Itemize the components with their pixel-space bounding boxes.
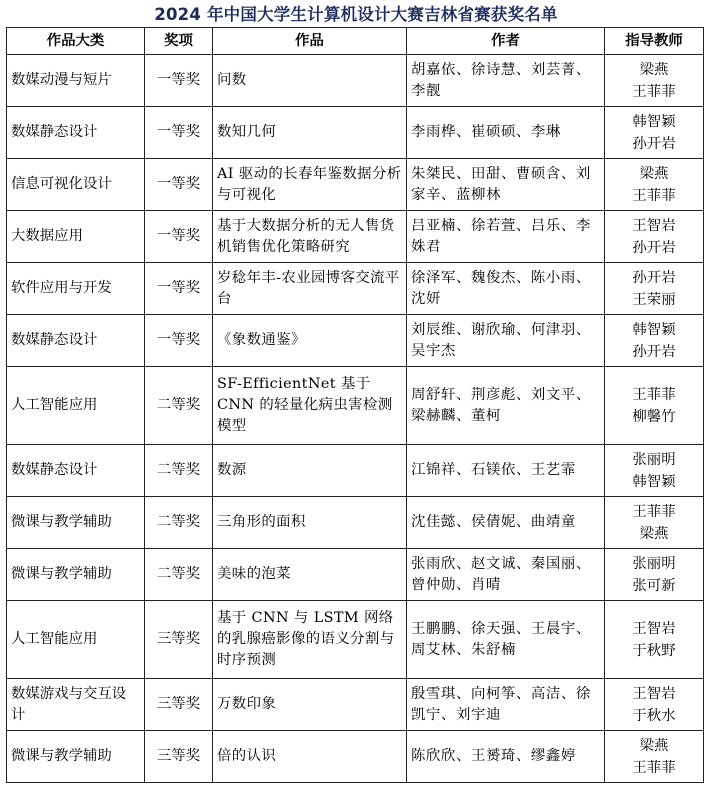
category-cell: 数媒静态设计 <box>7 107 145 159</box>
award-cell: 一等奖 <box>145 315 213 367</box>
authors-cell: 徐泽军、魏俊杰、陈小雨、沈妍 <box>407 263 605 315</box>
advisor-name: 孙开岩 <box>632 135 676 152</box>
advisors-cell <box>605 107 704 159</box>
work-cell: 数知几何 <box>213 107 407 159</box>
advisor-name: 王菲菲 <box>632 503 676 520</box>
authors-cell: 沈佳懿、侯倩妮、曲靖童 <box>407 497 605 549</box>
award-cell: 三等奖 <box>145 601 213 679</box>
advisors-cell <box>605 367 704 445</box>
table-row <box>7 601 704 679</box>
table-row <box>7 159 704 211</box>
table-row <box>7 679 704 731</box>
category-cell: 微课与教学辅助 <box>7 549 145 601</box>
advisors-cell <box>605 497 704 549</box>
award-table <box>6 27 704 783</box>
advisor-name: 柳馨竹 <box>632 408 676 425</box>
authors-cell: 江锦祥、石镁依、王艺霏 <box>407 445 605 497</box>
work-cell: 三角形的面积 <box>213 497 407 549</box>
award-cell: 一等奖 <box>145 211 213 263</box>
advisor-name: 王菲菲 <box>632 83 676 100</box>
advisor-name: 王菲菲 <box>632 386 676 403</box>
table-row <box>7 211 704 263</box>
advisor-name: 韩智颖 <box>632 113 676 130</box>
advisors-cell <box>605 601 704 679</box>
document-title: 2024 年中国大学生计算机设计大赛吉林省赛获奖名单 <box>154 5 558 24</box>
work-cell: 基于 CNN 与 LSTM 网络的乳腺癌影像的语义分割与时序预测 <box>213 601 407 679</box>
advisors-cell <box>605 445 704 497</box>
advisor-name: 张丽明 <box>632 451 676 468</box>
category-cell: 人工智能应用 <box>7 367 145 445</box>
authors-cell: 吕亚楠、徐若萱、吕乐、李姝君 <box>407 211 605 263</box>
work-cell: 万数印象 <box>213 679 407 731</box>
award-cell: 二等奖 <box>145 367 213 445</box>
work-cell: 美味的泡菜 <box>213 549 407 601</box>
work-cell: 《象数通鉴》 <box>213 315 407 367</box>
advisor-name: 梁燕 <box>639 61 669 78</box>
category-cell: 数媒静态设计 <box>7 315 145 367</box>
category-cell: 数媒静态设计 <box>7 445 145 497</box>
category-cell: 微课与教学辅助 <box>7 731 145 783</box>
advisors-cell <box>605 679 704 731</box>
table-row <box>7 445 704 497</box>
authors-cell: 王鹏鹏、徐天强、王晨宇、周艾林、朱舒楠 <box>407 601 605 679</box>
award-cell: 一等奖 <box>145 159 213 211</box>
award-cell: 三等奖 <box>145 679 213 731</box>
advisor-name: 孙开岩 <box>632 343 676 360</box>
authors-cell: 殷雪琪、向柯筝、高洁、徐凯宁、刘宇迪 <box>407 679 605 731</box>
award-cell: 一等奖 <box>145 263 213 315</box>
advisor-name: 于秋水 <box>632 707 676 724</box>
award-cell: 二等奖 <box>145 497 213 549</box>
advisor-name: 王智岩 <box>632 217 676 234</box>
authors-cell: 周舒轩、荆彦彪、刘文平、梁赫麟、董柯 <box>407 367 605 445</box>
work-cell: 问数 <box>213 55 407 107</box>
table-row <box>7 731 704 783</box>
category-cell: 微课与教学辅助 <box>7 497 145 549</box>
advisor-name: 梁燕 <box>639 737 669 754</box>
table-row <box>7 315 704 367</box>
table-row <box>7 107 704 159</box>
award-cell: 一等奖 <box>145 107 213 159</box>
table-row <box>7 367 704 445</box>
category-cell: 信息可视化设计 <box>7 159 145 211</box>
authors-cell: 胡嘉依、徐诗慧、刘芸菁、李靓 <box>407 55 605 107</box>
advisors-cell <box>605 159 704 211</box>
advisor-name: 韩智颖 <box>632 473 676 490</box>
authors-cell: 朱桀民、田甜、曹硕含、刘家辛、蓝柳林 <box>407 159 605 211</box>
work-cell: SF-EfficientNet 基于 CNN 的轻量化病虫害检测模型 <box>213 367 407 445</box>
work-cell: AI 驱动的长春年鉴数据分析与可视化 <box>213 159 407 211</box>
header-authors: 作者 <box>407 28 605 55</box>
category-cell: 人工智能应用 <box>7 601 145 679</box>
award-cell: 三等奖 <box>145 731 213 783</box>
work-cell: 基于大数据分析的无人售货机销售优化策略研究 <box>213 211 407 263</box>
award-cell: 二等奖 <box>145 549 213 601</box>
advisor-name: 王智岩 <box>632 685 676 702</box>
work-cell: 倍的认识 <box>213 731 407 783</box>
work-cell: 岁稔年丰-农业园博客交流平台 <box>213 263 407 315</box>
authors-cell: 张雨欣、赵文诚、秦国丽、曾仲勋、肖晴 <box>407 549 605 601</box>
advisor-name: 孙开岩 <box>632 269 676 286</box>
advisor-name: 王荣丽 <box>632 291 676 308</box>
category-cell: 数媒游戏与交互设计 <box>7 679 145 731</box>
table-header-row <box>7 28 704 55</box>
advisors-cell <box>605 731 704 783</box>
advisor-name: 梁燕 <box>639 525 669 542</box>
table-row <box>7 497 704 549</box>
advisor-name: 张丽明 <box>632 555 676 572</box>
award-cell: 二等奖 <box>145 445 213 497</box>
advisor-name: 王智岩 <box>632 620 676 637</box>
advisors-cell <box>605 211 704 263</box>
header-category: 作品大类 <box>7 28 145 55</box>
advisor-name: 梁燕 <box>639 165 669 182</box>
advisor-name: 张可新 <box>632 577 676 594</box>
authors-cell: 刘辰维、谢欣瑜、何津羽、吴宇杰 <box>407 315 605 367</box>
category-cell: 大数据应用 <box>7 211 145 263</box>
advisor-name: 韩智颖 <box>632 321 676 338</box>
advisor-name: 王菲菲 <box>632 187 676 204</box>
advisor-name: 孙开岩 <box>632 239 676 256</box>
advisor-name: 于秋野 <box>632 642 676 659</box>
award-cell: 一等奖 <box>145 55 213 107</box>
advisors-cell <box>605 315 704 367</box>
advisors-cell <box>605 549 704 601</box>
authors-cell: 陈欣欣、王赟琦、缪鑫婷 <box>407 731 605 783</box>
work-cell: 数源 <box>213 445 407 497</box>
category-cell: 数媒动漫与短片 <box>7 55 145 107</box>
table-row <box>7 549 704 601</box>
advisor-name: 王菲菲 <box>632 759 676 776</box>
header-award: 奖项 <box>145 28 213 55</box>
advisors-cell <box>605 55 704 107</box>
table-row <box>7 55 704 107</box>
category-cell: 软件应用与开发 <box>7 263 145 315</box>
header-advisors: 指导教师 <box>605 28 704 55</box>
advisors-cell <box>605 263 704 315</box>
header-work: 作品 <box>213 28 407 55</box>
authors-cell: 李雨桦、崔硕硕、李琳 <box>407 107 605 159</box>
table-row <box>7 263 704 315</box>
